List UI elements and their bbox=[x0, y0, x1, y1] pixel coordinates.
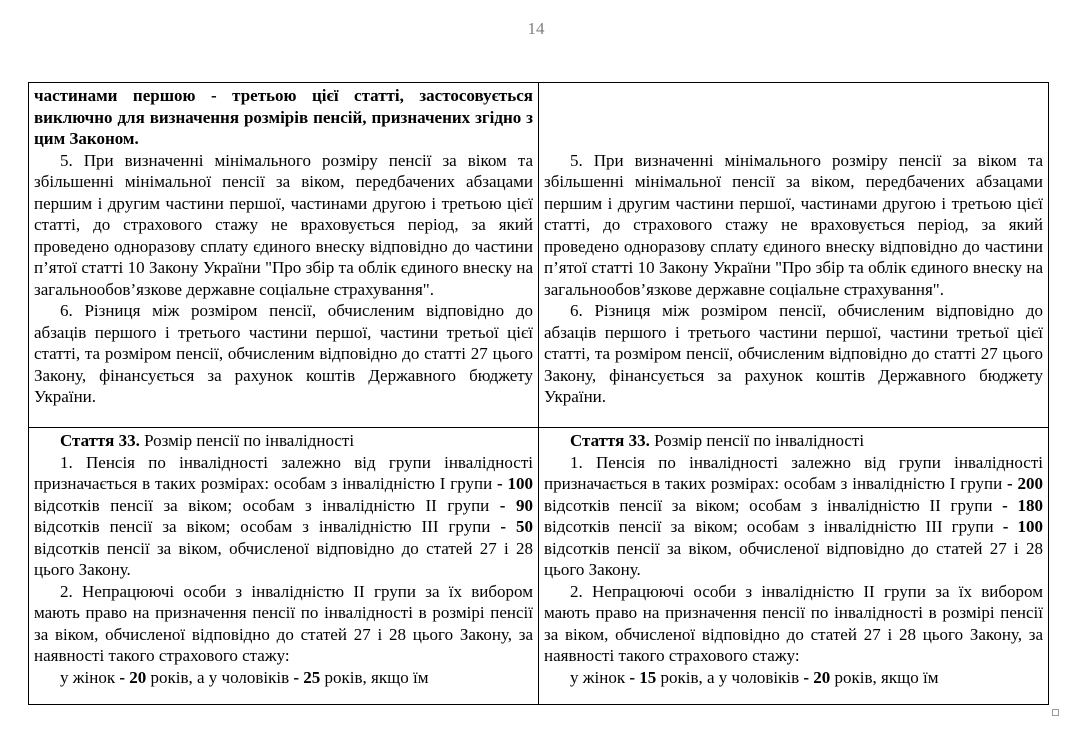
paragraph bbox=[34, 150, 533, 301]
text-run: Розмір пенсії по інвалідності bbox=[649, 431, 865, 450]
text-run: у жінок bbox=[60, 667, 120, 687]
text-run: років, а у чоловіків bbox=[656, 667, 804, 687]
paragraph bbox=[544, 300, 1043, 408]
text-run: відсотків пенсії за віком, обчисленої відповідно до статей 27 і 28 цього Закону. bbox=[34, 538, 533, 579]
text-run: років, якщо їм bbox=[830, 667, 939, 687]
paragraph bbox=[34, 430, 533, 452]
bold-text-run: частинами першою - третьою цієї статті, застосовується виключно для визначення розмірів пенсій, призначених згідно з цим Законом. bbox=[34, 86, 533, 148]
text-run: Розмір пенсії по інвалідності bbox=[139, 431, 355, 450]
text-run: відсотків пенсії за віком; особам з інвалідністю II групи bbox=[544, 495, 1003, 515]
table-cell-left-current[interactable] bbox=[29, 428, 539, 705]
bold-text-run: - 90 bbox=[499, 495, 533, 515]
paragraph bbox=[544, 150, 1043, 301]
bold-text-run: - 15 bbox=[629, 667, 657, 687]
text-run: 2. Непрацюючі особи з інвалідністю II групи за їх вибором мають право на призначення пенсії по інвалідності в розмірі пенсії за віком, обчисленої відповідно до статей 27 і 28 цього Закону, за наявності такого страхового стажу: bbox=[34, 581, 533, 665]
paragraph bbox=[34, 85, 533, 150]
text-run: відсотків пенсії за віком; особам з інвалідністю II групи bbox=[34, 495, 500, 515]
page-number: 14 bbox=[527, 19, 545, 38]
text-run: у жінок bbox=[570, 667, 630, 687]
text-run: 5. При визначенні мінімального розміру пенсії за віком та збільшенні мінімальної пенсії за віком, передбачених абзацами першим і другим частини першої, частинами другою і третьою цієї статті, до страхового стажу не враховується період, за який проведено одноразову сплату єдиного внеску відповідно до частини п’ятої статті 10 Закону України "Про збір та облік єдиного внеску на загальнообов’язкове державне соціальне страхування". bbox=[544, 150, 1043, 299]
bold-text-run: - 50 bbox=[500, 517, 533, 536]
text-run: відсотків пенсії за віком; особам з інвалідністю III групи bbox=[34, 517, 501, 536]
paragraph bbox=[544, 667, 1043, 689]
paragraph bbox=[34, 667, 533, 689]
bold-text-run: - 100 bbox=[1002, 517, 1043, 536]
comparison-table-body bbox=[29, 83, 1049, 705]
table-resize-handle-icon[interactable] bbox=[1052, 709, 1059, 716]
paragraph bbox=[544, 430, 1043, 452]
table-cell-right-proposed[interactable] bbox=[539, 83, 1049, 428]
paragraph bbox=[544, 581, 1043, 667]
text-run: років, якщо їм bbox=[320, 667, 429, 687]
text-run: 1. Пенсія по інвалідності залежно від групи інвалідності призначається в таких розмірах: особам з інвалідністю I групи bbox=[544, 452, 1043, 493]
table-cell-left-current[interactable] bbox=[29, 83, 539, 428]
text-run: 2. Непрацюючі особи з інвалідністю II групи за їх вибором мають право на призначення пенсії по інвалідності в розмірі пенсії за віком, обчисленої відповідно до статей 27 і 28 цього Закону, за наявності такого страхового стажу: bbox=[544, 581, 1043, 665]
bold-text-run: - 20 bbox=[119, 667, 147, 687]
bold-text-run: - 100 bbox=[497, 474, 533, 493]
paragraph bbox=[34, 452, 533, 581]
paragraph bbox=[544, 452, 1043, 581]
text-run: років, а у чоловіків bbox=[146, 667, 294, 687]
paragraph bbox=[34, 581, 533, 667]
text-run: 1. Пенсія по інвалідності залежно від групи інвалідності призначається в таких розмірах: особам з інвалідністю I групи bbox=[34, 452, 533, 493]
table-cell-right-proposed[interactable] bbox=[539, 428, 1049, 705]
comparison-table bbox=[28, 82, 1049, 705]
paragraph-spacer bbox=[544, 85, 1043, 150]
bold-text-run: - 180 bbox=[1002, 495, 1043, 515]
text-run: 6. Різниця між розміром пенсії, обчисленим відповідно до абзаців першого і третього частини першої, частини третьої цієї статті, та розміром пенсії, обчисленим відповідно до статті 27 цього Закону, фінансується за рахунок коштів Державного бюджету України. bbox=[544, 301, 1043, 406]
text-run: 5. При визначенні мінімального розміру пенсії за віком та збільшенні мінімальної пенсії за віком, передбачених абзацами першим і другим частини першої, частинами другою і третьою цієї статті, до страхового стажу не враховується період, за який проведено одноразову сплату єдиного внеску відповідно до частини п’ятої статті 10 Закону України "Про збір та облік єдиного внеску на загальнообов’язкове державне соціальне страхування". bbox=[34, 150, 533, 299]
bold-text-run: - 200 bbox=[1007, 474, 1043, 493]
bold-text-run: Стаття 33. bbox=[570, 431, 650, 450]
bold-text-run: - 25 bbox=[293, 667, 321, 687]
table-row-article-33 bbox=[29, 428, 1049, 705]
text-run: відсотків пенсії за віком, обчисленої відповідно до статей 27 і 28 цього Закону. bbox=[544, 538, 1043, 579]
paragraph bbox=[34, 300, 533, 408]
table-row-article-32 bbox=[29, 83, 1049, 428]
text-run: відсотків пенсії за віком; особам з інвалідністю III групи bbox=[544, 517, 1003, 536]
bold-text-run: Стаття 33. bbox=[60, 431, 140, 450]
text-run: 6. Різниця між розміром пенсії, обчисленим відповідно до абзаців першого і третього частини першої, частини третьої цієї статті, та розміром пенсії, обчисленим відповідно до статті 27 цього Закону, фінансується за рахунок коштів Державного бюджету України. bbox=[34, 301, 533, 406]
bold-text-run: - 20 bbox=[803, 667, 831, 687]
